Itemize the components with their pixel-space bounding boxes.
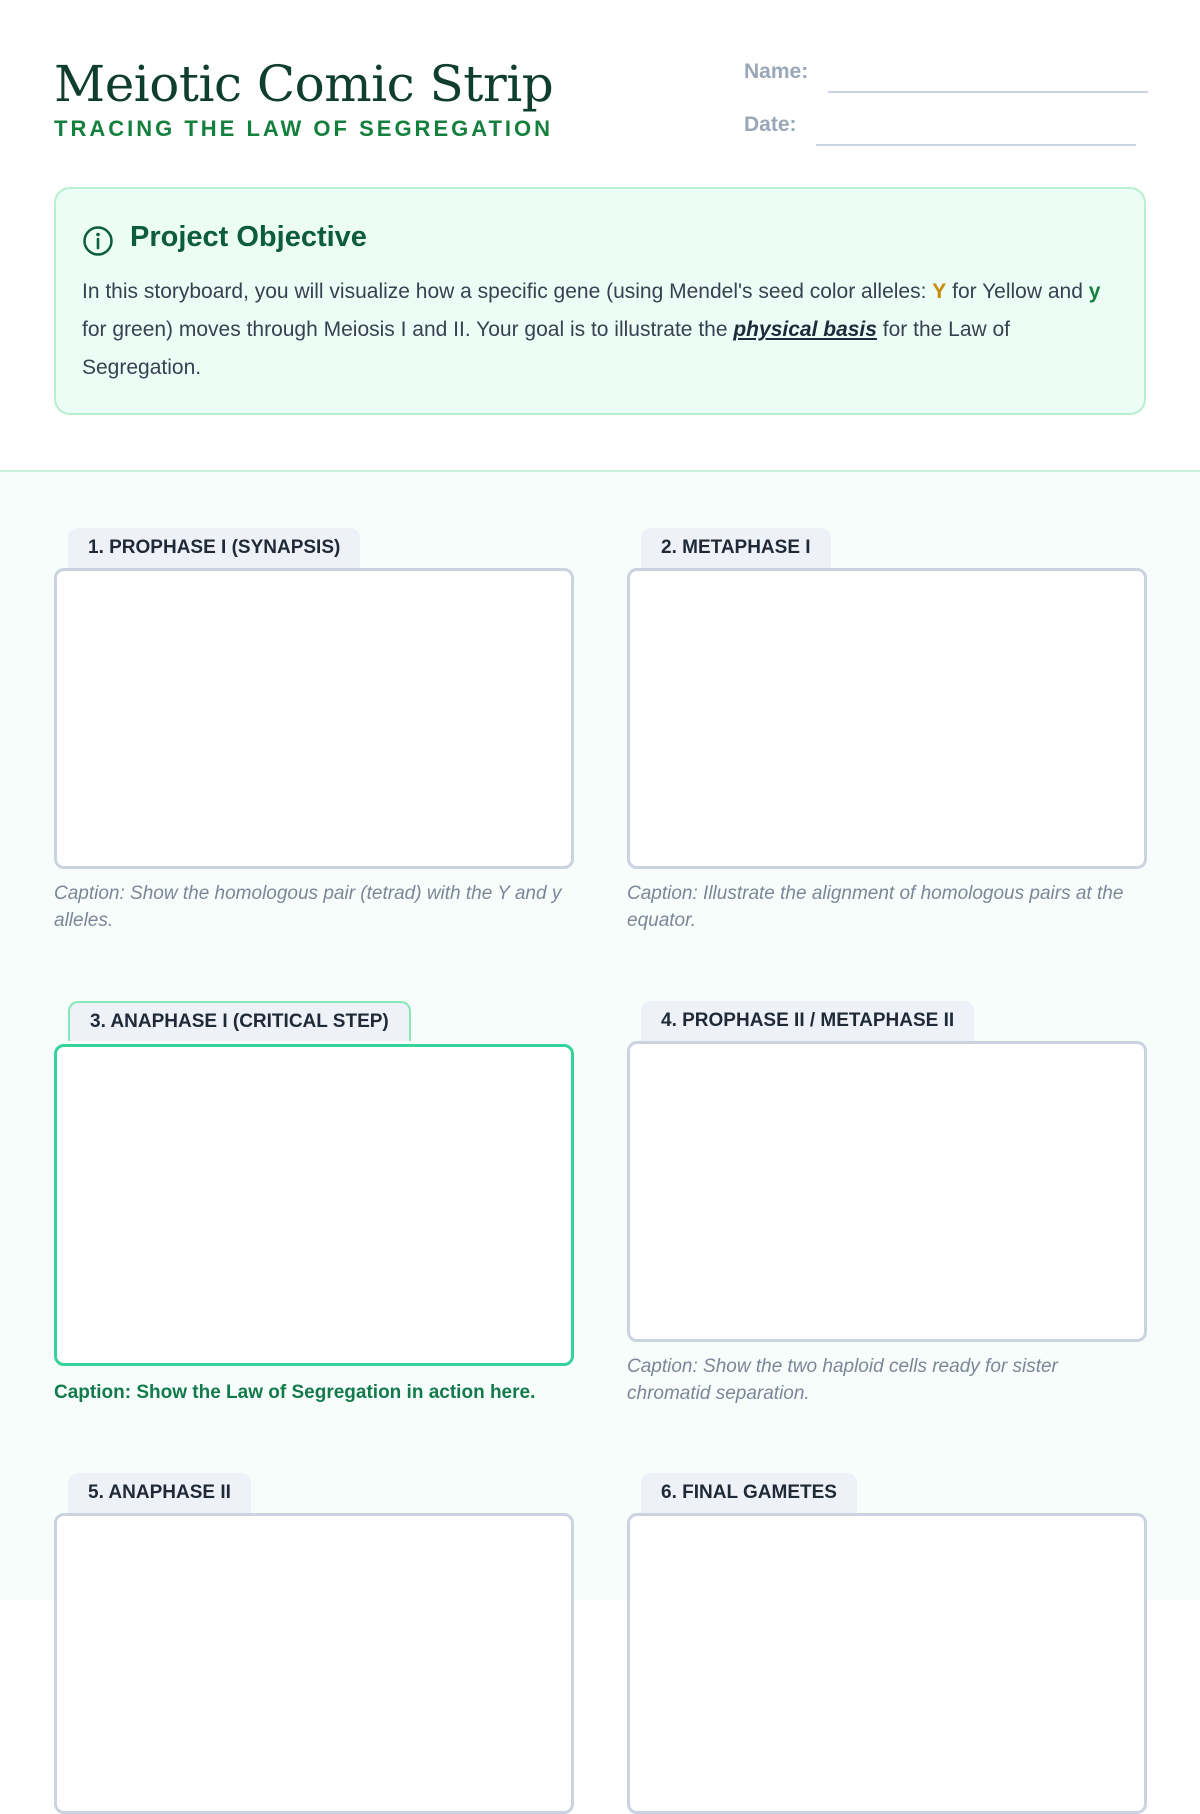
panel-4-drawing-area[interactable] bbox=[627, 1041, 1147, 1342]
panel-1-drawing-area[interactable] bbox=[54, 568, 574, 869]
objective-title: Project Objective bbox=[130, 221, 367, 253]
objective-box bbox=[54, 187, 1146, 415]
panel-2-caption: Caption: Illustrate the alignment of homologous pairs at the equator. bbox=[627, 883, 1124, 931]
panel-4-label: 4. PROPHASE II / METAPHASE II bbox=[641, 1001, 974, 1041]
date-label: Date: bbox=[744, 113, 797, 136]
panel-1-label: 1. PROPHASE I (SYNAPSIS) bbox=[68, 528, 360, 568]
panel-2-drawing-area[interactable] bbox=[627, 568, 1147, 869]
panel-3-caption: Caption: Show the Law of Segregation in action here. bbox=[54, 1382, 536, 1403]
panel-5-label: 5. ANAPHASE II bbox=[68, 1473, 251, 1513]
panel-4-caption: Caption: Show the two haploid cells ready for sister chromatid separation. bbox=[627, 1356, 1058, 1404]
objective-text: In this storyboard, you will visualize how a specific gene (using Mendel's seed color alleles: Y for Yellow and y for green) moves through Meiosis I and II. Your goal is to illustrate the physical basis for the Law of Segregation. bbox=[82, 280, 1101, 379]
page-title: Meiotic Comic Strip bbox=[54, 55, 554, 113]
name-label: Name: bbox=[744, 60, 809, 83]
allele-recessive: y bbox=[1088, 280, 1101, 303]
info-circle-icon bbox=[82, 225, 114, 257]
allele-dominant: Y bbox=[932, 280, 947, 303]
page-subtitle: TRACING THE LAW OF SEGREGATION bbox=[54, 116, 554, 141]
storyboard bbox=[0, 472, 1200, 1600]
emphasis-physical-basis: physical basis bbox=[733, 318, 877, 341]
date-field[interactable] bbox=[816, 144, 1136, 146]
panel-3-label: 3. ANAPHASE I (CRITICAL STEP) bbox=[68, 1001, 411, 1041]
panel-6-drawing-area[interactable] bbox=[627, 1513, 1147, 1814]
panel-1-caption: Caption: Show the homologous pair (tetrad) with the Y and y alleles. bbox=[54, 883, 562, 931]
panel-2-label: 2. METAPHASE I bbox=[641, 528, 831, 568]
worksheet-header bbox=[0, 0, 1200, 472]
panel-6-label: 6. FINAL GAMETES bbox=[641, 1473, 857, 1513]
panel-3-drawing-area[interactable] bbox=[54, 1044, 574, 1366]
name-field[interactable] bbox=[828, 91, 1148, 93]
panel-5-drawing-area[interactable] bbox=[54, 1513, 574, 1814]
